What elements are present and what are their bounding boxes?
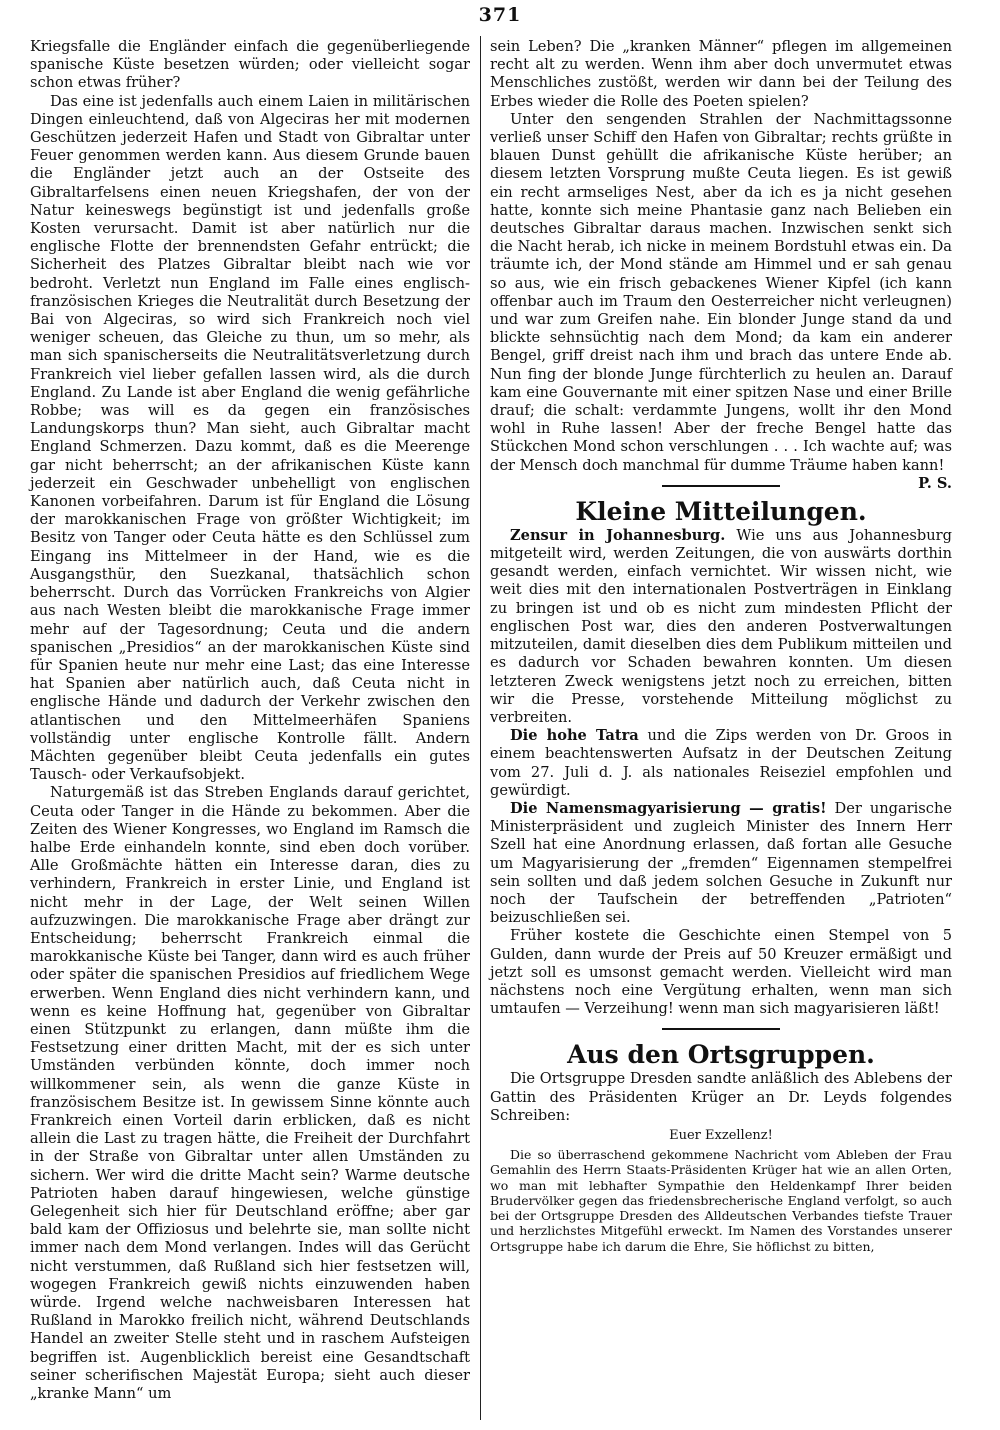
- letter-text: Die so überraschend gekommene Nachricht vom Ableben der Frau Gemahlin des Herrn Staats-Präsidenten Krüger hat wie an allen Orten, wo man mit lebhafter Sympathie den Heldenkampf Ihrer beiden Brudervölker gegen das friedensbrecherische England verfolgt, so auch bei der Ortsgruppe Dresden des Alldeutschen Verbandes tiefste Trauer und herzlichstes Mitgefühl erweckt. Im Namen des Vorstandes unserer Ortsgruppe habe ich darum die Ehre, Sie höflichst zu bitten,: [490, 1146, 952, 1254]
- news-item-lead: Die hohe Tatra: [510, 727, 639, 745]
- news-item-text: Früher kostete die Geschichte einen Stempel von 5 Gulden, dann wurde der Preis auf 50 Kreuzer ermäßigt und jetzt soll es umsonst gemacht werden. Vielleicht wird man nächstens noch eine Vergütung erhalten, wenn man sich umtaufen — Verzeihung! wenn man sich magyarisieren läßt!: [490, 927, 952, 1018]
- paragraph-text: Unter den sengenden Strahlen der Nachmittagssonne verließ unser Schiff den Hafen von Gibraltar; rechts grüßte in blauen Dunst gehüllt die afrikanische Küste herüber; an diesem letzten Vorsprung mußte Ceuta liegen. Es ist gewiß ein recht armseliges Nest, aber da ich es ja nicht gesehen hatte, konnte sich meine Phantasie ganz nach Belieben ein deutsches Gibraltar daraus machen. Inzwischen senkt sich die Nacht herab, ich nicke in meinem Bordstuhl etwas ein. Da träumte ich, der Mond stände am Himmel und er sah genau so aus, wie ein frisch gebackenes Wiener Kipfel (ich kann offenbar auch im Traum den Oesterreicher nicht verleugnen) und war zum Greifen nahe. Ein blonder Junge stand da und blickte sehnsüchtig nach dem Mond; da kam ein anderer Bengel, griff dreist nach ihm und brach das untere Ende ab. Nun fing der blonde Junge fürchterlich zu heulen an. Darauf kam eine Gouvernante mit einer spitzen Nase und einer Brille drauf; die schalt: verdammte Jungens, wollt ihr den Mond wohl in Ruhe lassen! Aber der freche Bengel hatte das Stückchen Mond schon verschlungen . . . Ich wachte auf; was der Mensch doch manchmal für dumme Träume haben kann!: [490, 110, 952, 474]
- signature: P. S.: [918, 474, 952, 492]
- column-divider: [480, 36, 481, 1420]
- letter-salutation: Euer Exzellenz!: [669, 1127, 773, 1143]
- paragraph: [490, 110, 952, 492]
- news-item: [490, 927, 952, 1018]
- right-column: [490, 38, 952, 1254]
- news-item-lead: Die Namensmagyarisierung — gratis!: [510, 799, 827, 817]
- news-item: [490, 800, 952, 927]
- section-heading-kleine-mitteilungen: Kleine Mitteilungen.: [575, 496, 867, 526]
- news-item: [490, 727, 952, 800]
- section-heading-aus-den-ortsgruppen: Aus den Ortsgruppen.: [567, 1040, 875, 1070]
- news-item-text: Wie uns aus Johannesburg mitgeteilt wird, werden Zeitungen, die von auswärts dorthin gesandt werden, einfach vernichtet. Wir wissen nicht, wie weit dies mit den internationalen Postverträgen in Einklang zu bringen ist und ob es nicht zum mindesten Pflicht der englischen Post war, dies den anderen Postverwaltungen mitzuteilen, damit dieselben dies dem Publikum mitteilen und es dadurch vor Schaden bewahren konnten. Um diesen letzteren Zweck wenigstens jetzt noch zu erreichen, bitten wir die Presse, vorstehende Mitteilung möglichst zu verbreiten.: [490, 526, 952, 726]
- news-item-lead: Zensur in Johannesburg.: [510, 526, 726, 544]
- left-column: [30, 38, 470, 1403]
- paragraph: sein Leben? Die „kranken Männer“ pflegen im allgemeinen recht alt zu werden. Wenn ihm aber doch unvermutet etwas Menschliches zustößt, werden wir dann bei der Teilung des Erbes wieder die Rolle des Poeten spielen?: [490, 38, 952, 110]
- paragraph: Naturgemäß ist das Streben Englands darauf gerichtet, Ceuta oder Tanger in die Hände zu bekommen. Aber die Zeiten des Wiener Kongresses, wo England im Ramsch die halbe Erde einhandeln konnte, sind eben doch vorüber. Alle Großmächte hätten ein Interesse daran, dies zu verhindern, Frankreich in erster Linie, und England ist nicht mehr in der Lage, der Welt seinen Willen aufzuzwingen. Die marokkanische Frage aber drängt zur Entscheidung; beherrscht Frankreich einmal die marokkanische Küste bei Tanger, dann wird es auch früher oder später die spanischen Presidios auf friedlichem Wege erwerben. Wenn England dies nicht verhindern kann, und wenn es keine Hoffnung hat, gegenüber von Gibraltar einen Stützpunkt zu erlangen, dann müßte ihm die Festsetzung einer dritten Macht, mit der es sich unter Umständen verbünden könnte, doch immer noch willkommener sein, als wenn die ganze Küste in französischem Besitze ist. In gewissem Sinne könnte auch Frankreich einen Vorteil darin erblicken, daß es nicht allein die Last zu tragen hätte, die Freiheit der Durchfahrt in der Straße von Gibraltar unter allen Umständen zu sichern. Wer wird die dritte Macht sein? Warme deutsche Patrioten haben darauf hingewiesen, welche günstige Gelegenheit sich hier für Deutschland eröffne; aber gar bald kam der Offiziosus und belehrte sie, man sollte nicht immer nach dem Mond verlangen. Indes will das Gerücht nicht verstummen, daß Rußland sich hier festsetzen will, wogegen Frankreich gewiß nichts einzuwenden haben würde. Irgend welche nachweisbaren Interessen hat Rußland in Marokko freilich nicht, während Deutschlands Handel an zweiter Stelle steht und in raschem Aufsteigen begriffen ist. Augenblicklich bereist eine Gesandtschaft seiner scherifischen Majestät Europa; sieht auch dieser „kranke Mann“ um: [30, 784, 470, 1403]
- paragraph: Kriegsfalle die Engländer einfach die gegenüberliegende spanische Küste besetzen würden; oder vielleicht sogar schon etwas früher?: [30, 38, 470, 92]
- section-intro: Die Ortsgruppe Dresden sandte anläßlich des Ablebens der Gattin des Präsidenten Krüger an Dr. Leyds folgendes Schreiben:: [490, 1070, 952, 1124]
- news-item-text: Der ungarische Ministerpräsident und zugleich Minister des Innern Herr Szell hat eine Anordnung erlassen, daß fortan alle Gesuche um Magyarisierung der „fremden“ Eigennamen stempelfrei sein sollten und daß jedem solchen Gesuche in Zukunft nur noch der Taufschein der betreffenden „Patrioten“ beizuschließen sei.: [490, 799, 953, 927]
- paragraph: Das eine ist jedenfalls auch einem Laien in militärischen Dingen einleuchtend, daß von Algeciras her mit modernen Geschützen jederzeit Hafen und Stadt von Gibraltar unter Feuer genommen werden kann. Aus diesem Grunde bauen die Engländer jetzt auch an der Ostseite des Gibraltarfelsens einen neuen Kriegshafen, der von der Natur keineswegs begünstigt ist und jedenfalls große Kosten verursacht. Damit ist aber natürlich nur die englische Flotte der brennendsten Gefahr entrückt; die Sicherheit des Platzes Gibraltar bleibt nach wie vor bedroht. Verletzt nun England im Falle eines englisch-französischen Krieges die Neutralität durch Besetzung der Bai von Algeciras, so wird sich Frankreich noch viel weniger scheuen, das Gleiche zu thun, um so mehr, als man sich spanischerseits die Neutralitätsverletzung durch Frankreich viel lieber gefallen lassen wird, als die durch England. Zu Lande ist aber England die wenig gefährliche Robbe; was will es da gegen ein französisches Landungskorps thun? Man sieht, auch Gibraltar macht England Schmerzen. Dazu kommt, daß es die Meerenge gar nicht beherrscht; an der afrikanischen Küste kann jederzeit ein Geschwader unbehelligt von englischen Kanonen vorbeifahren. Darum ist für England die Lösung der marokkanischen Frage von größter Wichtigkeit; im Besitz von Tanger oder Ceuta hätte es den Schlüssel zum Eingang ins Mittelmeer in der Hand, wie es die Ausgangsthür, den Suezkanal, thatsächlich schon beherrscht. Durch das Vorrücken Frankreichs von Algier aus nach Westen bleibt die marokkanische Frage immer mehr auf der Tagesordnung; Ceuta und die andern spanischen „Presidios“ an der marokkanischen Küste sind für Spanien heute nur mehr eine Last; das eine Interesse hat Spanien aber natürlich auch, daß Ceuta nicht in englische Hände und dadurch der Verkehr zwischen den atlantischen und den Mittelmeerhäfen Spaniens vollständig unter englische Kontrolle fällt. Andern Mächten gegenüber bleibt Ceuta jedenfalls ein gutes Tausch- oder Verkaufsobjekt.: [30, 92, 470, 784]
- news-item-text: und die Zips werden von Dr. Groos in einem beachtenswerten Aufsatz in der Deutschen Zeitung vom 27. Juli d. J. als nationales Reiseziel empfohlen und gewürdigt.: [490, 727, 952, 799]
- section-rule: [662, 1028, 780, 1030]
- page-number: 371: [478, 4, 522, 26]
- section-rule: [662, 485, 780, 487]
- news-item: [490, 527, 952, 727]
